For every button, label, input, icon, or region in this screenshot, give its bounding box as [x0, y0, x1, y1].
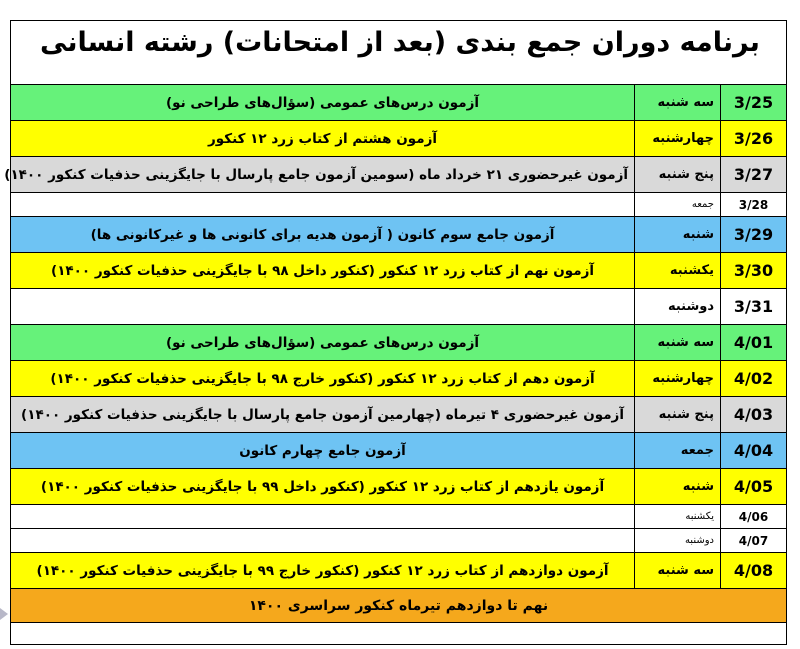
- date-cell: 4/06: [721, 505, 787, 529]
- table-row: [11, 217, 787, 253]
- table-row: [11, 397, 787, 433]
- date-cell: 3/27: [721, 157, 787, 193]
- table-row-final: [11, 589, 787, 623]
- play-arrow-icon[interactable]: [0, 608, 8, 620]
- table-row: [11, 433, 787, 469]
- description-cell: [11, 289, 635, 325]
- description-cell: آزمون درس‌های عمومی (سؤال‌های طراحی نو): [11, 85, 635, 121]
- day-cell: پنج شنبه: [635, 157, 721, 193]
- table-row: [11, 553, 787, 589]
- day-cell: شنبه: [635, 217, 721, 253]
- date-cell: 4/01: [721, 325, 787, 361]
- date-cell: 3/29: [721, 217, 787, 253]
- day-cell: دوشنبه: [635, 289, 721, 325]
- description-cell: آزمون غیرحضوری ۲۱ خرداد ماه (سومین آزمون جامع پارسال با جایگزینی حذفیات کنکور ۱۴۰۰): [11, 157, 635, 193]
- date-cell: 4/05: [721, 469, 787, 505]
- date-cell: 3/25: [721, 85, 787, 121]
- table-row: [11, 193, 787, 217]
- date-cell: 4/08: [721, 553, 787, 589]
- day-cell: سه شنبه: [635, 85, 721, 121]
- table-row: [11, 253, 787, 289]
- description-cell: [11, 193, 635, 217]
- table-row: [11, 469, 787, 505]
- description-cell: آزمون دوازدهم از کتاب زرد ۱۲ کنکور (کنکور خارج ۹۹ با جایگزینی حذفیات کنکور ۱۴۰۰): [11, 553, 635, 589]
- description-cell: آزمون یازدهم از کتاب زرد ۱۲ کنکور (کنکور داخل ۹۹ با جایگزینی حذفیات کنکور ۱۴۰۰): [11, 469, 635, 505]
- table-row: [11, 325, 787, 361]
- day-cell: یکشنبه: [635, 505, 721, 529]
- day-cell: سه شنبه: [635, 553, 721, 589]
- description-cell: آزمون غیرحضوری ۴ تیرماه (چهارمین آزمون جامع پارسال با جایگزینی حذفیات کنکور ۱۴۰۰): [11, 397, 635, 433]
- table-row: [11, 121, 787, 157]
- table-row: [11, 85, 787, 121]
- description-cell: [11, 529, 635, 553]
- date-cell: 3/28: [721, 193, 787, 217]
- date-cell: 3/30: [721, 253, 787, 289]
- table-row: [11, 529, 787, 553]
- date-cell: 4/07: [721, 529, 787, 553]
- date-cell: 3/26: [721, 121, 787, 157]
- schedule-table: [4, 84, 787, 623]
- day-cell: جمعه: [635, 433, 721, 469]
- date-cell: 3/31: [721, 289, 787, 325]
- description-cell: آزمون جامع چهارم کانون: [11, 433, 635, 469]
- table-row: [11, 505, 787, 529]
- description-cell: آزمون نهم از کتاب زرد ۱۲ کنکور (کنکور داخل ۹۸ با جایگزینی حذفیات کنکور ۱۴۰۰): [11, 253, 635, 289]
- table-row: [11, 157, 787, 193]
- page-title: برنامه دوران جمع بندی (بعد از امتحانات) رشته انسانی: [40, 27, 760, 58]
- day-cell: دوشنبه: [635, 529, 721, 553]
- date-cell: 4/03: [721, 397, 787, 433]
- description-cell: آزمون درس‌های عمومی (سؤال‌های طراحی نو): [11, 325, 635, 361]
- table-row: [11, 289, 787, 325]
- day-cell: پنج شنبه: [635, 397, 721, 433]
- table-row: [11, 361, 787, 397]
- description-cell: آزمون هشتم از کتاب زرد ۱۲ کنکور: [11, 121, 635, 157]
- day-cell: سه شنبه: [635, 325, 721, 361]
- day-cell: چهارشنبه: [635, 121, 721, 157]
- final-note-cell: نهم تا دوازدهم تیرماه کنکور سراسری ۱۴۰۰: [11, 589, 787, 623]
- description-cell: آزمون دهم از کتاب زرد ۱۲ کنکور (کنکور خارج ۹۸ با جایگزینی حذفیات کنکور ۱۴۰۰): [11, 361, 635, 397]
- day-cell: یکشنبه: [635, 253, 721, 289]
- day-cell: چهارشنبه: [635, 361, 721, 397]
- day-cell: جمعه: [635, 193, 721, 217]
- date-cell: 4/02: [721, 361, 787, 397]
- day-cell: شنبه: [635, 469, 721, 505]
- description-cell: آزمون جامع سوم کانون ( آزمون هدیه برای کانونی ها و غیرکانونی ها): [11, 217, 635, 253]
- date-cell: 4/04: [721, 433, 787, 469]
- description-cell: [11, 505, 635, 529]
